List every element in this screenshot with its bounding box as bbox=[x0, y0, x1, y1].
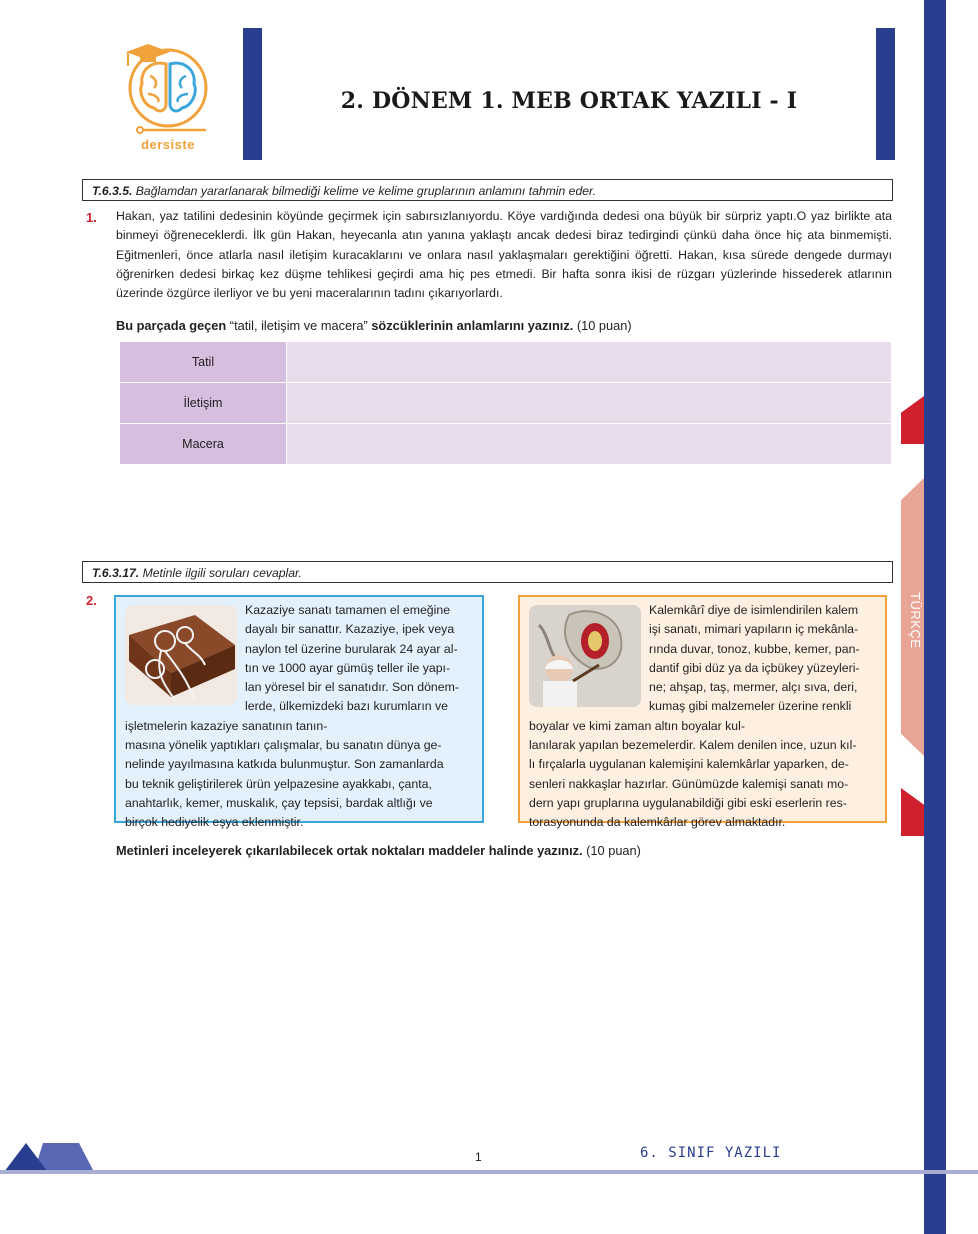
prompt-points: (10 puan) bbox=[582, 843, 641, 858]
text1-line: masına yönelik yaptıkları çalışmalar, bu sanatın dünya ge- bbox=[125, 738, 442, 753]
q1-prompt bbox=[116, 318, 632, 333]
text1-line: lerde, ülkemizdeki bazı kurumların ve bbox=[245, 699, 448, 714]
table-label: Tatil bbox=[120, 342, 286, 382]
text1-line: tın ve 1000 ayar gümüş teller ile yapı- bbox=[245, 660, 451, 675]
prompt-bold: Metinleri inceleyerek çıkarılabilecek ortak noktaları maddeler halinde yazınız. bbox=[116, 843, 583, 858]
table-row bbox=[120, 342, 891, 382]
objective-box-q1 bbox=[82, 179, 893, 201]
objective-code: T.6.3.17. bbox=[92, 566, 140, 580]
text1-line: bu teknik geliştirilerek ürün yelpazesine ayakkabı, çanta, bbox=[125, 776, 432, 791]
header-bar-left bbox=[243, 28, 262, 160]
text-box-kalemkari bbox=[518, 595, 887, 830]
vocab-table bbox=[119, 341, 892, 465]
text2-line: Kalemkârî diye de isimlendirilen kalem bbox=[649, 603, 859, 617]
subject-tab-label: TÜRKÇE bbox=[908, 592, 923, 649]
text1-line: birçok hediyelik eşya eklenmiştir. bbox=[125, 815, 304, 830]
table-row bbox=[120, 424, 891, 464]
text2-line: rında duvar, tonoz, kubbe, kemer, pan- bbox=[649, 641, 860, 656]
text-box-kazaziye bbox=[114, 595, 484, 830]
text2-line: lı fırçalarla uygulanan kalemişini kalemkârlar yaparken, de- bbox=[529, 757, 849, 772]
prompt-points: (10 puan) bbox=[573, 318, 632, 333]
text2-line: torasyonunda da kalemkârlar görev almaktadır. bbox=[529, 815, 786, 830]
prompt-bold: sözcüklerinin anlamlarını yazınız. bbox=[371, 318, 574, 333]
text2-line: senleri nakkaşlar hazırlar. Günümüzde kalemişi sanatı mo- bbox=[529, 776, 849, 791]
objective-box-q2 bbox=[82, 561, 893, 583]
q1-passage: Hakan, yaz tatilini dedesinin köyünde geçirmek için sabırsızlanıyordu. Köye vardığında dedesi ona büyük bir sürpriz yaptı.O yaz birlikte ata binmeyi öğreneceklerdi. İlk gün Hakan, heyecanla atın yanına yaklaştı ancak dedesi biraz tedirgindi çünkü daha önce hiç ata binmemişti. Eğitmenleri, önce atlarla nasıl iletişim kuracaklarını ve onlara nasıl yaklaşmaları gerektiğini öğretti. Hakan, kısa sürede dengede durmayı öğrenirken dedesi birkaç kez düşme tehlikesi geçirdi ama hiç pes etmedi. Bir hafta sonra ikisi de rüzgarı yüzlerinde hissederek atlarının üzerinde özgürce ilerliyor ve bu yeni maceralarının tadını çıkarıyorlardı. bbox=[116, 209, 892, 301]
text1-line: işletmelerin kazaziye sanatının tanın- bbox=[125, 718, 328, 733]
red-tab-top bbox=[901, 396, 924, 444]
page-title: 2. DÖNEM 1. MEB ORTAK YAZILI - I bbox=[340, 88, 798, 114]
kalemkari-image bbox=[529, 605, 641, 707]
objective-code: T.6.3.5. bbox=[92, 184, 133, 198]
text2-line: dantif gibi düz ya da içbükey yüzeyleri- bbox=[649, 660, 860, 675]
q2-prompt bbox=[116, 843, 641, 858]
text1-line: naylon tel üzerine burularak 24 ayar al- bbox=[245, 641, 458, 656]
text2-line: kumaş gibi malzemeler üzerine renkli bbox=[649, 699, 852, 714]
table-label: İletişim bbox=[120, 383, 286, 423]
objective-text: Metinle ilgili soruları cevaplar. bbox=[139, 566, 302, 580]
text2-line: boyalar ve kimi zaman altın boyalar kul- bbox=[529, 718, 745, 733]
answer-cell[interactable] bbox=[287, 383, 891, 423]
text2-line: lanılarak yapılan bezemelerdir. Kalem denilen ince, uzun kıl- bbox=[529, 738, 857, 753]
question-number-1: 1. bbox=[86, 210, 97, 225]
prompt-words: “tatil, iletişim ve macera” bbox=[226, 318, 372, 333]
answer-cell[interactable] bbox=[287, 424, 891, 464]
answer-cell[interactable] bbox=[287, 342, 891, 382]
question-number-2: 2. bbox=[86, 593, 97, 608]
text1-line: Kazaziye sanatı tamamen el emeğine bbox=[245, 603, 451, 617]
logo-text: dersiste bbox=[141, 137, 195, 152]
page-number: 1 bbox=[475, 1150, 482, 1164]
prompt-bold: Bu parçada geçen bbox=[116, 318, 227, 333]
text1-line: anahtarlık, kemer, muskalık, çay tepsisi, bardak altlığı ve bbox=[125, 795, 433, 810]
text1-line: lan yöresel bir el sanatıdır. Son dönem- bbox=[245, 680, 459, 695]
text1-line: nelinde yayılmasına katkıda bulunmuştur. Son zamanlarda bbox=[125, 757, 444, 772]
objective-text: Bağlamdan yararlanarak bilmediği kelime ve kelime gruplarının anlamını tahmin eder. bbox=[132, 184, 596, 198]
table-label: Macera bbox=[120, 424, 286, 464]
text2-line: dern yapı gruplarına uygulanabildiği gibi eski eserlerin res- bbox=[529, 795, 847, 810]
header-bar-right bbox=[876, 28, 895, 160]
red-tab-bottom bbox=[901, 788, 924, 836]
text2-line: işi sanatı, mimari yapıların iç mekânla- bbox=[649, 622, 859, 637]
table-row bbox=[120, 383, 891, 423]
text1-line: dayalı bir sanattır. Kazaziye, ipek veya bbox=[245, 622, 455, 637]
edge-band bbox=[924, 0, 946, 1234]
kazaziye-image bbox=[125, 605, 237, 705]
footer-line bbox=[0, 1170, 978, 1174]
text2-line: ne; ahşap, taş, mermer, alçı sıva, deri, bbox=[649, 680, 858, 695]
grade-label: 6. SINIF YAZILI bbox=[640, 1145, 782, 1161]
